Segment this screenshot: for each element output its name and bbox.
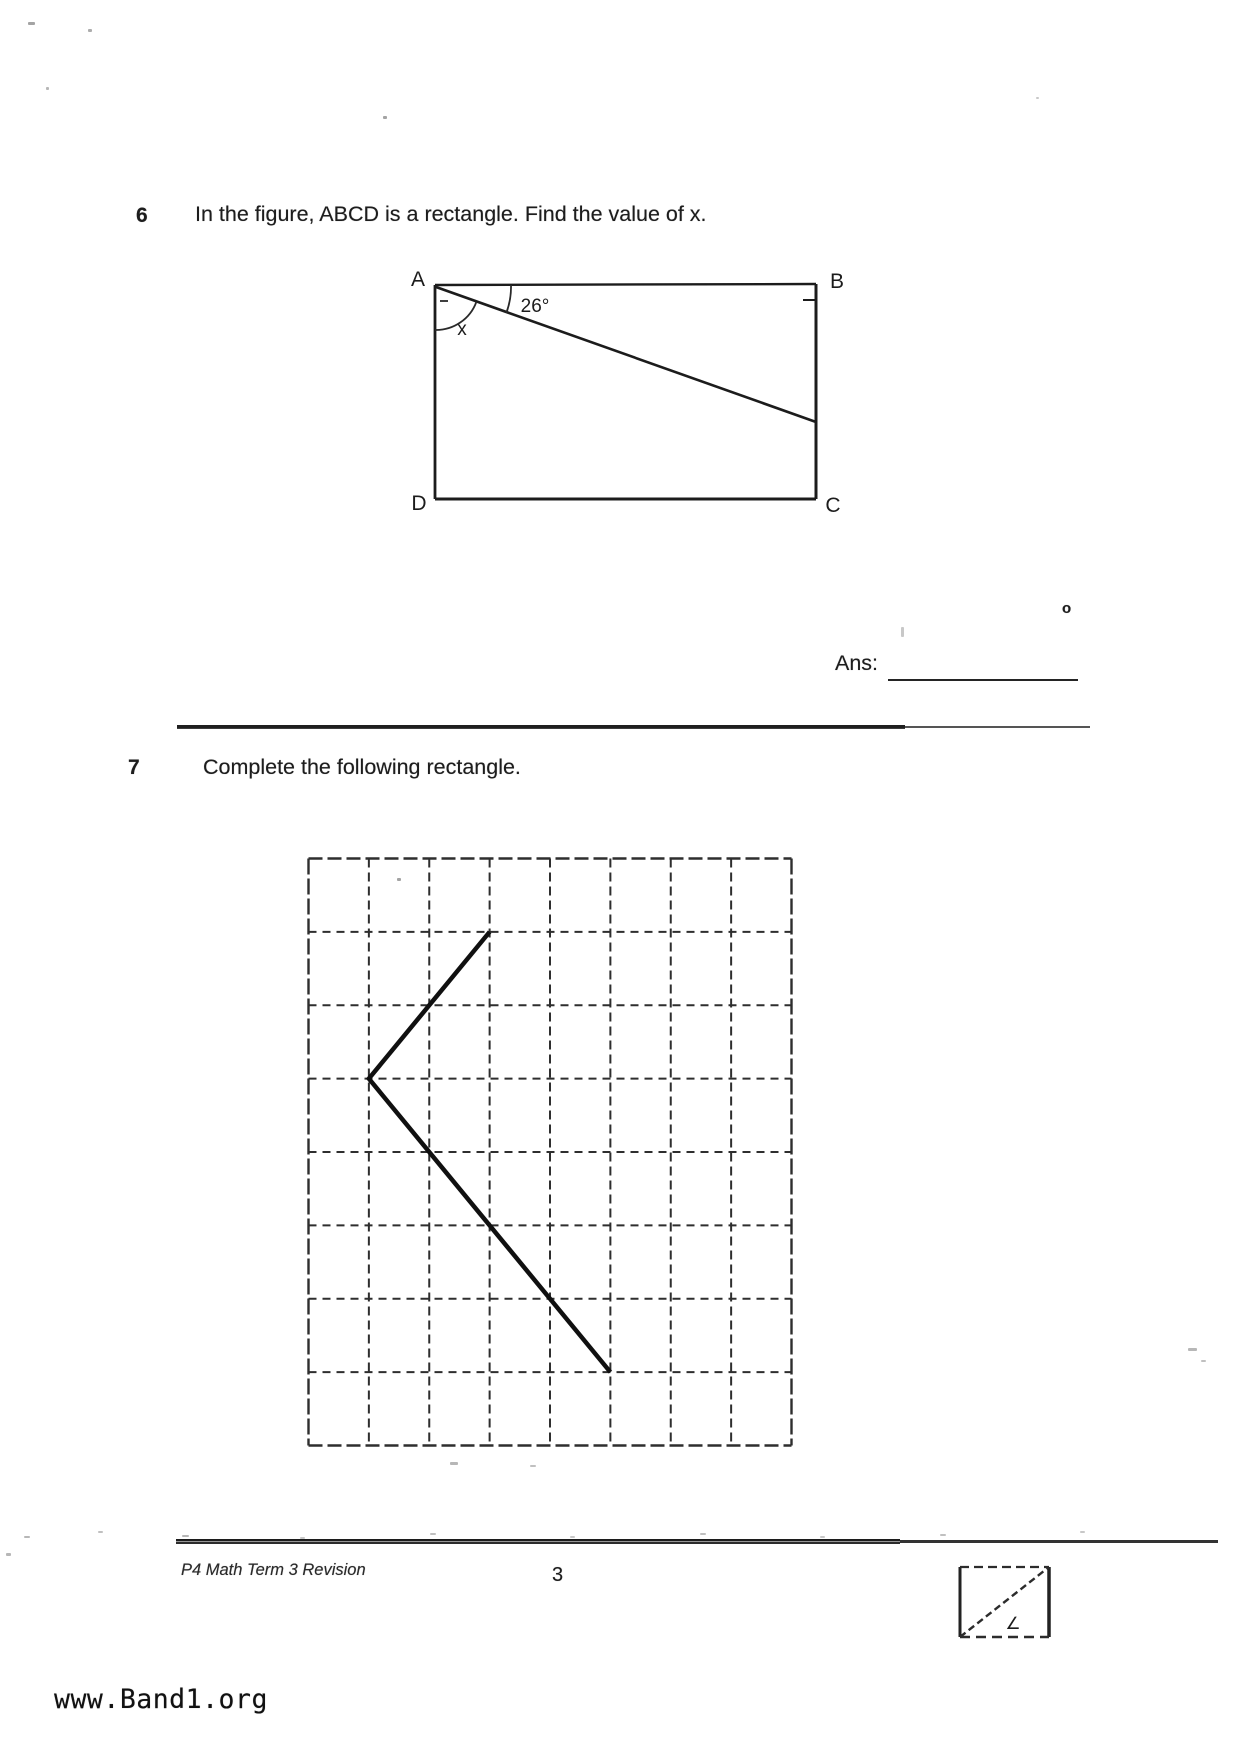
answer-blank-line (888, 630, 1078, 681)
angle-unknown-label: x (457, 319, 467, 340)
scan-noise-speck (98, 1531, 103, 1533)
scan-noise-speck (24, 1536, 30, 1538)
scan-noise-speck (1201, 1360, 1206, 1362)
question7-grid (306, 856, 794, 1448)
scan-noise-speck (530, 1465, 536, 1467)
scan-noise-speck (383, 116, 387, 119)
diagonal-line (436, 287, 816, 422)
scan-noise-speck (28, 22, 35, 25)
scan-noise-speck (182, 1535, 189, 1537)
scan-noise-speck (901, 627, 904, 637)
scan-noise-speck (46, 87, 49, 90)
question6-number: 6 (136, 204, 148, 227)
scan-noise-speck (940, 1534, 946, 1536)
scan-noise-speck (450, 1462, 458, 1465)
vertex-label-b: B (829, 270, 845, 293)
incomplete-rectangle-shape (369, 932, 611, 1372)
scan-noise-speck (430, 1533, 436, 1535)
footer-rule-tail (900, 1540, 1218, 1543)
scan-noise-speck (1036, 97, 1039, 99)
question6-prompt: In the figure, ABCD is a rectangle. Find the value of x. (195, 202, 707, 226)
footer-document-title: P4 Math Term 3 Revision (181, 1561, 366, 1579)
scan-noise-speck (6, 1553, 11, 1556)
section-divider (177, 725, 905, 729)
vertex-label-a: A (410, 268, 426, 291)
publisher-logo (956, 1561, 1056, 1643)
vertex-label-d: D (411, 492, 427, 515)
angle-26-arc (506, 285, 511, 313)
watermark-url: www.Band1.org (54, 1684, 268, 1715)
scan-noise-speck (1188, 1348, 1197, 1351)
question6-figure (330, 240, 860, 530)
scan-noise-speck (1080, 1531, 1085, 1533)
logo-angle-symbol: ∠ (1005, 1614, 1021, 1633)
angle-x-arc (435, 302, 476, 330)
scan-noise-speck (300, 1537, 305, 1539)
degree-mark: o (1062, 600, 1072, 617)
section-divider-tail (905, 726, 1090, 728)
scan-noise-speck (570, 1536, 575, 1538)
footer-rule (176, 1539, 900, 1544)
scan-noise-speck (820, 1536, 825, 1538)
answer-label: Ans: (835, 651, 879, 675)
scan-noise-speck (397, 878, 401, 881)
scan-noise-speck (88, 29, 92, 32)
vertex-label-c: C (825, 494, 841, 517)
angle-given-label: 26° (520, 296, 550, 317)
page-number: 3 (552, 1564, 564, 1586)
scan-noise-speck (700, 1533, 706, 1535)
rect-side-ab (435, 284, 816, 285)
question7-number: 7 (128, 756, 140, 779)
question7-prompt: Complete the following rectangle. (203, 755, 521, 779)
